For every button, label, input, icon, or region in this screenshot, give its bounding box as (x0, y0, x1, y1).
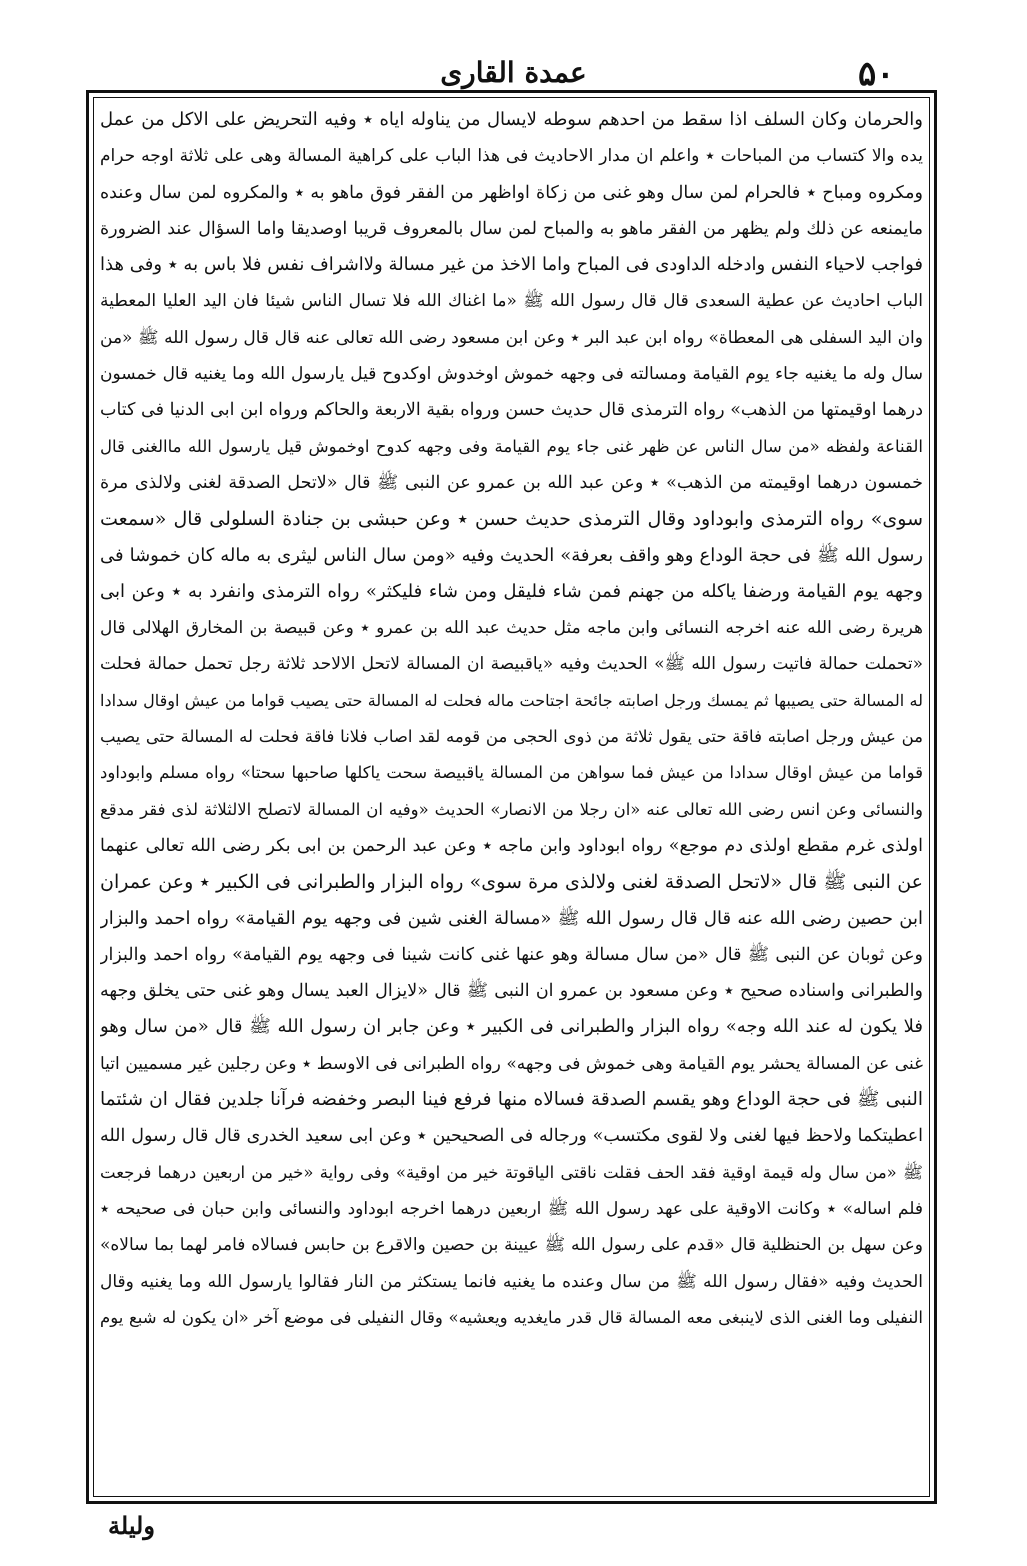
text-line: درهما اوقيمتها من الذهب» رواه الترمذى قال حديث حسن ورواه بقية الاربعة والحاكم ورواه ابن ابى الدنيا فى كتاب (100, 400, 923, 421)
text-line: مايمنعه عن ذلك ولم يظهر من الفقر ماهو به والمباح لمن سال بالمعروف قريبا اوصديقا واما السؤال عند الضرورة (100, 218, 923, 239)
catchword: وليلة (108, 1511, 155, 1540)
text-line: من عيش ورجل اصابته فاقة حتى يقول ثلاثة من ذوى الحجى من قومه لقد اصاب فلانا فاقة فحلت له المسالة حتى يصيب (100, 727, 923, 747)
page-header (0, 54, 1027, 94)
body-text (100, 102, 923, 1492)
text-line: والحرمان وكان السلف اذا سقط من احدهم سوطه لایسال من يناوله اياه ٭ وفيه التحريض على الاكل من عمل (100, 109, 923, 130)
text-line: ابن حصين رضى الله عنه قال قال رسول الله ﷺ «مسالة الغنى شين فى وجهه يوم القيامة» رواه احمد والبزار (100, 907, 923, 929)
text-line: والطبرانى واسناده صحيح ٭ وعن مسعود بن عمرو ان النبى ﷺ قال «لايزال العبد يسال وهو غنى حتى يخلق وجهه (100, 981, 923, 1002)
page-number: ۵۰ (858, 54, 895, 94)
text-line: اعطيتكما ولاحظ فيها لغنى ولا لقوى مكتسب» ورجاله فى الصحيحين ٭ وعن ابى سعيد الخدرى قال قال رسول الله (100, 1126, 923, 1147)
text-line: له المسالة حتى يصيبها ثم يمسك ورجل اصابته جائحة اجتاحت ماله فحلت له المسالة حتى يصيب قواما من عيش اوقال سدادا (100, 690, 923, 710)
text-line: غنى عن المسالة يحشر يوم القيامة وهى خموش فى وجهه» رواه الطبرانى فى الاوسط ٭ وعن رجلين غير مسميين اتيا (100, 1053, 923, 1074)
text-line: وعن سهل بن الحنظلية قال «قدم على رسول الله ﷺ عيينة بن حصين والاقرع بن حابس فسالاه فامر لهما بما سالاه» (100, 1235, 923, 1256)
text-line: النفيلى وما الغنى الذى لاينبغى معه المسالة قال قدر مايغديه ويعشيه» وقال النفيلى فى موضع آخر «ان يكون له شبع يوم (100, 1307, 923, 1327)
text-line: يده والا كتساب من المباحات ٭ واعلم ان مدار الاحاديث فى هذا الباب على كراهية المسالة وهى على ثلاثة اوجه حرام (100, 146, 923, 167)
text-line: وعن ثوبان عن النبى ﷺ قال «من سال مسالة وهو عنها غنى كانت شينا فى وجهه يوم القيامة» رواه احمد والبزار (100, 944, 923, 965)
text-line: رسول الله ﷺ فى حجة الوداع وهو واقف بعرفة» الحديث وفيه «ومن سال الناس ليثرى به ماله كان خموشا فى (100, 544, 923, 566)
text-line: فلم اساله» ٭ وكانت الاوقية على عهد رسول الله ﷺ اربعين درهما اخرجه ابوداود والنسائى وابن حبان فى صحيحه ٭ (100, 1198, 923, 1219)
text-line: «تحملت حمالة فاتيت رسول الله ﷺ» الحديث وفيه «ياقبيصة ان المسالة لاتحل الالاحد ثلاثة رجل تحمل حمالة فحلت (100, 654, 923, 675)
text-line: ﷺ «من سال وله قيمة اوقية فقد الحف فقلت ناقتى الياقوتة خير من اوقية» وفى رواية «خير من اربعين درهما فرجعت (100, 1162, 923, 1182)
text-line: سوى» رواه الترمذى وابوداود وقال الترمذى حديث حسن ٭ وعن حبشى بن جنادة السلولى قال «سمعت (100, 508, 923, 531)
text-line: القناعة ولفظه «من سال الناس عن ظهر غنى جاء يوم القيامة وفى وجهه كدوح اوخموش قيل يارسول الله ماالغنى قال (100, 436, 923, 456)
text-line: الباب احاديث عن عطية السعدى قال قال رسول الله ﷺ «ما اغناك الله فلا تسال الناس شيئا فان اليد العليا المعطية (100, 291, 923, 312)
text-line: فواجب لاحياء النفس وادخله الداودى فى المباح واما الاخذ من غير مسالة ولااشراف نفس فلا باس به ٭ وفى هذا (100, 254, 923, 276)
text-line: والنسائى وعن انس رضى الله تعالى عنه «ان رجلا من الانصار» الحديث «وفيه ان المسالة لاتصلح الالثلاثة لذى فقر مدقع (100, 799, 923, 819)
text-line: الحديث وفيه «فقال رسول الله ﷺ من سال وعنده ما يغنيه فانما يستكثر من النار فقالوا يارسول الله وما يغنيه وقال (100, 1271, 923, 1292)
text-line: سال وله ما يغنيه جاء يوم القيامة ومسالته فى وجهه خموش اوخدوش اوكدوح قيل يارسول الله وما يغنيه قال خمسون (100, 364, 923, 385)
text-line: ومكروه ومباح ٭ فالحرام لمن سال وهو غنى من زكاة اواظهر من الفقر فوق ماهو به ٭ والمكروه لمن سال وعنده (100, 182, 923, 203)
text-line: وجهه يوم القيامة ورضفا ياكله من جهنم فمن شاء فليقل ومن شاء فليكثر» رواه الترمذى وانفرد به ٭ وعن ابى (100, 580, 923, 602)
text-line: هريرة رضى الله عنه اخرجه النسائى وابن ماجه مثل حديث عبد الله بن عمرو ٭ وعن قبيصة بن المخارق الهلالى قال (100, 618, 923, 639)
text-line: اولذى غرم مقطع اولذى دم موجع» رواه ابوداود وابن ماجه ٭ وعن عبد الرحمن بن ابى بكر رضى الله تعالى عنهما (100, 835, 923, 856)
text-line: عن النبى ﷺ قال «لاتحل الصدقة لغنى ولالذى مرة سوى» رواه البزار والطبرانى فى الكبير ٭ وعن عمران (100, 871, 923, 894)
text-line: قواما من عيش اوقال سدادا من عيش فما سواهن من المسالة ياقبيصة سحت ياكلها صاحبها سحتا» رواه مسلم وابوداود (100, 763, 923, 783)
running-title: عمدة القاری (440, 56, 587, 89)
text-line: خمسون درهما اوقيمته من الذهب» ٭ وعن عبد الله بن عمرو عن النبى ﷺ قال «لاتحل الصدقة لغنى ولالذى مرة (100, 472, 923, 493)
text-line: النبى ﷺ فى حجة الوداع وهو يقسم الصدقة فسالاه منها فرفع فينا البصر وخفضه فرآنا جلدين فقال ان شئتما (100, 1089, 923, 1111)
text-line: وان اليد السفلى هى المعطاة» رواه ابن عبد البر ٭ وعن ابن مسعود رضى الله تعالى عنه قال قال رسول الله ﷺ «من (100, 327, 923, 348)
text-line: فلا يكون له عند الله وجه» رواه البزار والطبرانى فى الكبير ٭ وعن جابر ان رسول الله ﷺ قال «من سال وهو (100, 1016, 923, 1038)
